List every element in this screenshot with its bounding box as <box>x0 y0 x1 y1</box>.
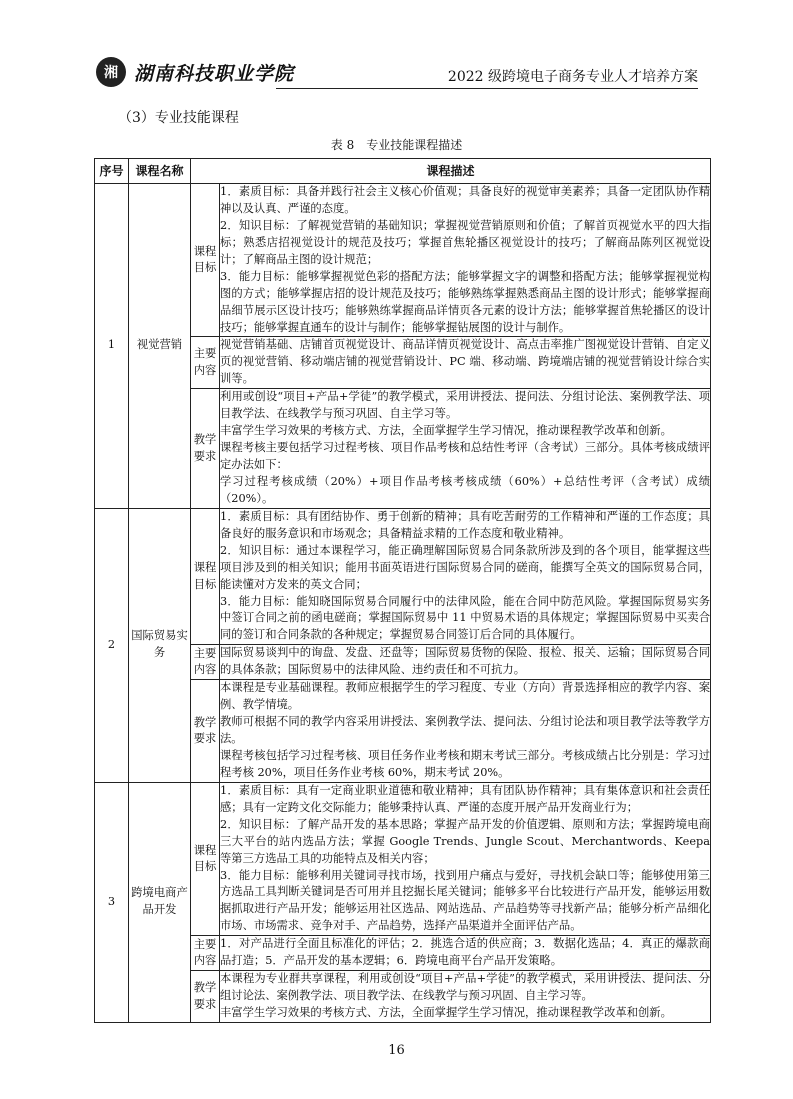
row-label: 主要内容 <box>191 337 220 389</box>
table-row <box>95 508 711 645</box>
description-paragraph: 1．素质目标：具备并践行社会主义核心价值观；具备良好的视觉审美素养；具备一定团队协作精神以及认真、严谨的态度。 <box>220 185 711 215</box>
description-paragraph: 视觉营销基础、店铺首页视觉设计、商品详情页视觉设计、高点击率推广图视觉设计营销、自定义页的视觉营销、移动端店铺的视觉营销设计、PC 端、移动端、跨境端店铺的视觉营销设计综合实训等。 <box>220 338 711 386</box>
row-description <box>220 971 711 1023</box>
description-paragraph: 2．知识目标：通过本课程学习，能正确理解国际贸易合同条款所涉及到的各个项目，能掌握这些项目涉及到的相关知识；能用书面英语进行国际贸易合同的磋商，能撰写全英文的国际贸易合同，能读懂对方发来的英文合同； <box>220 543 711 591</box>
course-number: 3 <box>95 782 129 1022</box>
row-description <box>220 184 711 337</box>
description-paragraph: 本课程为专业群共享课程，利用或创设“项目+产品+学徒”的教学模式，采用讲授法、提问法、分组讨论法、案例教学法、项目教学法、在线教学与预习巩固、自主学习等。 <box>220 972 711 1003</box>
row-label: 课程目标 <box>191 782 220 935</box>
header-course-description: 课程描述 <box>191 159 711 184</box>
row-label: 主要内容 <box>191 645 220 680</box>
description-paragraph: 2．知识目标：了解视觉营销的基础知识；掌握视觉营销原则和价值；了解首页视觉水平的四大指标；熟悉店招视觉设计的规范及技巧；掌握首焦轮播区视觉设计的技巧；了解商品陈列区视觉设计；了解商品主图的设计规范； <box>220 218 711 266</box>
description-paragraph: 2．知识目标：了解产品开发的基本思路；掌握产品开发的价值逻辑、原则和方法；掌握跨境电商三大平台的站内选品方法；掌握 Google Trends、Jungle Scout、Merchantwords、Keepa 等第三方选品工具的功能特点及相关内容； <box>220 817 711 865</box>
header-number: 序号 <box>95 159 129 184</box>
course-table-body <box>95 184 711 1023</box>
school-name: 湖南科技职业学院 <box>134 62 295 85</box>
description-paragraph: 课程考核主要包括学习过程考核、项目作品考核和总结性考评（含考试）三部分。具体考核成绩评定办法如下： <box>220 441 711 471</box>
row-label: 课程目标 <box>191 184 220 337</box>
description-paragraph: 国际贸易谈判中的询盘、发盘、还盘等；国际贸易货物的保险、报检、报关、运输；国际贸易合同的具体条款；国际贸易中的法律风险、违约责任和不可抗力。 <box>220 646 711 677</box>
course-name: 跨境电商产品开发 <box>129 782 191 1022</box>
table-row <box>95 782 711 935</box>
page-number: 16 <box>388 1043 405 1058</box>
course-name: 国际贸易实务 <box>129 508 191 782</box>
row-label: 主要内容 <box>191 936 220 971</box>
header-course-name: 课程名称 <box>129 159 191 184</box>
description-paragraph: 丰富学生学习效果的考核方式、方法，全面掌握学生学习情况，推动课程教学改革和创新。 <box>220 1006 672 1019</box>
course-number: 2 <box>95 508 129 782</box>
row-description <box>220 936 711 971</box>
row-description <box>220 680 711 783</box>
description-paragraph: 3．能力目标：能够利用关键词寻找市场，找到用户痛点与爱好，寻找机会缺口等；能够使用第三方选品工具判断关键词是否可用并且挖掘长尾关键词；能够多平台比较进行产品开发，能够运用数据抓取进行产品开发；能够运用社区选品、网站选品、产品趋势等寻找新产品；能够分析产品细化市场、市场需求、竞争对手、产品趋势，选择产品渠道并全面评估产品。 <box>220 868 711 933</box>
row-description <box>220 389 711 509</box>
table-row <box>95 184 711 337</box>
school-seal-icon: 湘 <box>96 57 126 87</box>
row-description <box>220 645 711 680</box>
description-paragraph: 1．素质目标：具有一定商业职业道德和敬业精神；具有团队协作精神；具有集体意识和社会责任感；具有一定跨文化交际能力；能够秉持认真、严谨的态度开展产品开发商业行为； <box>220 783 711 814</box>
description-paragraph: 1．素质目标：具有团结协作、勇于创新的精神；具有吃苦耐劳的工作精神和严谨的工作态度；具备良好的服务意识和市场观念；具备精益求精的工作态度和敬业精神。 <box>220 509 711 540</box>
table-caption: 表 8 专业技能课程描述 <box>330 138 463 152</box>
row-label: 教学要求 <box>191 389 220 509</box>
row-label: 教学要求 <box>191 971 220 1023</box>
table-header-row <box>95 159 711 184</box>
document-title: 2022 级跨境电子商务专业人才培养方案 <box>447 69 698 85</box>
description-paragraph: 课程考核包括学习过程考核、项目任务作业考核和期末考试三部分。考核成绩占比分别是：学习过程考核 20%，项目任务作业考核 60%，期末考试 20%。 <box>220 748 711 779</box>
row-description <box>220 782 711 935</box>
description-paragraph: 3．能力目标：能够掌握视觉色彩的搭配方法；能够掌握文字的调整和搭配方法；能够掌握视觉构图的方式；能够掌握店招的设计规范及技巧；能够熟练掌握熟悉商品主图的设计形式；能够掌握商品细节展示区设计技巧；能够熟练掌握商品详情页各元素的设计方法；能够掌握首焦轮播区的设计技巧；能够掌握直通车的设计与制作；能够掌握钻展图的设计与制作。 <box>220 269 711 334</box>
course-table <box>94 158 711 1023</box>
description-paragraph: 学习过程考核成绩（20%）+项目作品考核考核成绩（60%）+总结性考评（含考试）成绩（20%）。 <box>220 474 711 505</box>
course-number: 1 <box>95 184 129 509</box>
course-name: 视觉营销 <box>129 184 191 509</box>
header-divider <box>276 88 698 89</box>
description-paragraph: 利用或创设“项目+产品+学徒”的教学模式，采用讲授法、提问法、分组讨论法、案例教学法、项目教学法、在线教学与预习巩固、自主学习等。 <box>220 390 711 421</box>
description-paragraph: 本课程是专业基础课程。教师应根据学生的学习程度、专业（方向）背景选择相应的教学内容、案例、教学情境。 <box>220 681 711 712</box>
row-label: 课程目标 <box>191 508 220 645</box>
section-heading: （3）专业技能课程 <box>118 110 239 126</box>
row-label: 教学要求 <box>191 680 220 783</box>
description-paragraph: 1．对产品进行全面且标准化的评估；2．挑选合适的供应商；3．数据化选品；4．真正的爆款商品打造；5．产品开发的基本逻辑；6．跨境电商平台产品开发策略。 <box>220 937 711 968</box>
row-description <box>220 508 711 645</box>
description-paragraph: 丰富学生学习效果的考核方式、方法，全面掌握学生学习情况，推动课程教学改革和创新。 <box>220 424 672 438</box>
school-logo <box>96 56 294 88</box>
row-description <box>220 337 711 389</box>
description-paragraph: 教师可根据不同的教学内容采用讲授法、案例教学法、提问法、分组讨论法和项目教学法等教学方法。 <box>220 715 711 745</box>
page-header <box>96 56 698 90</box>
description-paragraph: 3．能力目标：能知晓国际贸易合同履行中的法律风险，能在合同中防范风险。掌握国际贸易实务中签订合同之前的函电磋商；掌握国际贸易中 11 中贸易术语的具体规定；掌握国际贸易中买卖合同的签订和合同条款的各种规定；掌握贸易合同签订后合同的具体履行。 <box>220 594 711 642</box>
